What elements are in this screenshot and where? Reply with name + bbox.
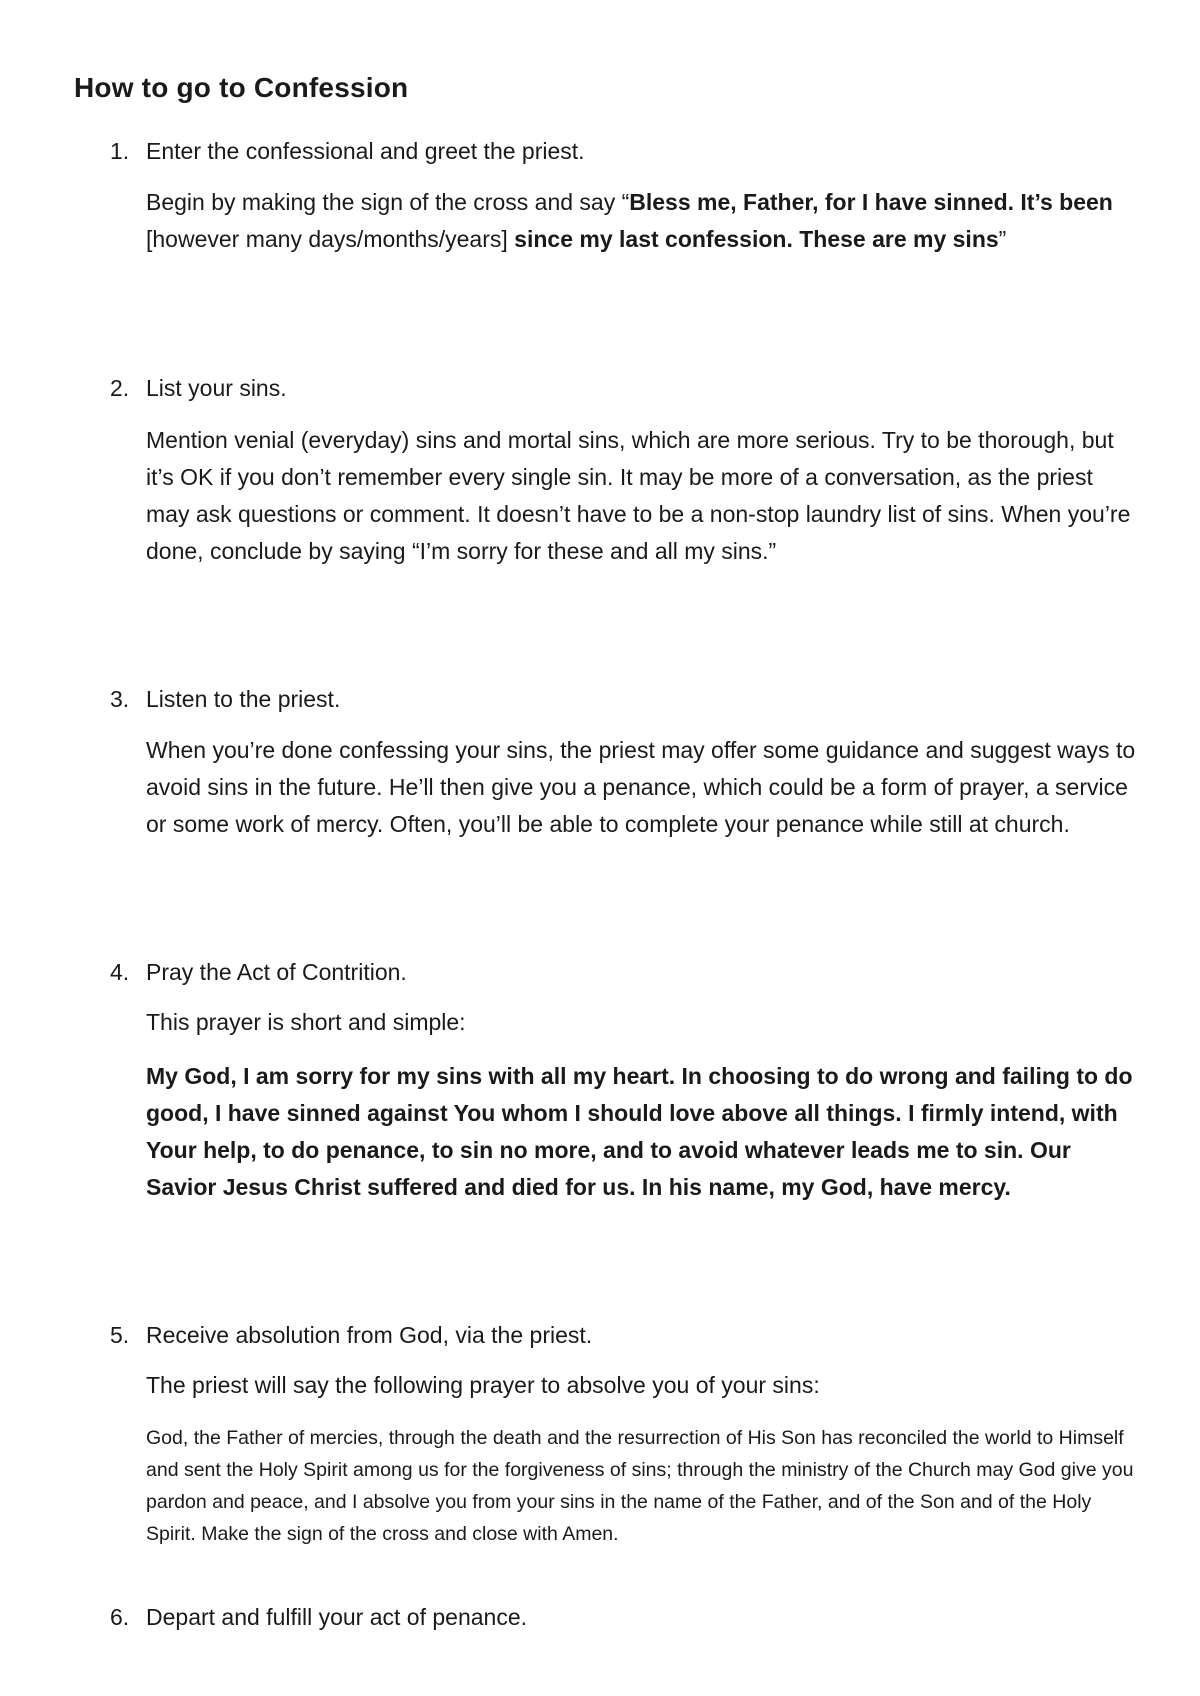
text-segment: ”	[998, 226, 1007, 252]
act-of-contrition-prayer: My God, I am sorry for my sins with all my heart. In choosing to do wrong and failing to do good, I have sinned against You whom I should love above all things. I firmly intend, with Your help, to do penance, to sin no more, and to avoid whatever leads me to sin. Our Savior Jesus Christ suffered and died for us. In his name, my God, have mercy.	[146, 1063, 1133, 1200]
step-description: This prayer is short and simple:	[146, 1009, 466, 1035]
step-description: When you’re done confessing your sins, the priest may offer some guidance and suggest ways to avoid sins in the future. He’ll then give you a penance, which could be a form of prayer, a service or some work of mercy. Often, you’ll be able to complete your penance while still at church.	[146, 737, 1136, 837]
page-title: How to go to Confession	[74, 72, 409, 103]
step-number: 5.	[110, 1322, 130, 1348]
step-description: Mention venial (everyday) sins and mortal sins, which are more serious. Try to be thorough, but it’s OK if you don’t remember every single sin. It may be more of a conversation, as the priest may ask questions or comment. It doesn’t have to be a non-stop laundry list of sins. When you’re done, conclude by saying “I’m sorry for these and all my sins.”	[146, 427, 1131, 564]
step-description: The priest will say the following prayer to absolve you of your sins:	[146, 1372, 820, 1398]
text-segment: [however many days/months/years]	[146, 226, 515, 252]
step-heading: Receive absolution from God, via the priest.	[146, 1322, 593, 1348]
bold-text-segment: Bless me, Father, for I have sinned. It’s been	[629, 189, 1113, 215]
absolution-prayer: God, the Father of mercies, through the death and the resurrection of His Son has reconciled the world to Himself and sent the Holy Spirit among us for the forgiveness of sins; through the ministry of the Church may God give you pardon and peace, and I absolve you from your sins in the name of the Father, and of the Son and of the Holy Spirit. Make the sign of the cross and close with Amen.	[146, 1427, 1134, 1545]
step-number: 3.	[110, 686, 130, 712]
step-heading: Pray the Act of Contrition.	[146, 959, 407, 985]
step-number: 1.	[110, 138, 130, 164]
step-number: 4.	[110, 959, 130, 985]
step-heading: Enter the confessional and greet the priest.	[146, 138, 585, 164]
step-heading: Listen to the priest.	[146, 686, 341, 712]
step-description	[146, 184, 1136, 258]
step-heading: Depart and fulfill your act of penance.	[146, 1604, 528, 1630]
step-heading: List your sins.	[146, 375, 287, 401]
bold-text-segment: since my last confession. These are my sins	[514, 226, 999, 252]
step-number: 2.	[110, 375, 130, 401]
text-segment: Begin by making the sign of the cross and say “	[146, 189, 630, 215]
step-number: 6.	[110, 1604, 130, 1630]
